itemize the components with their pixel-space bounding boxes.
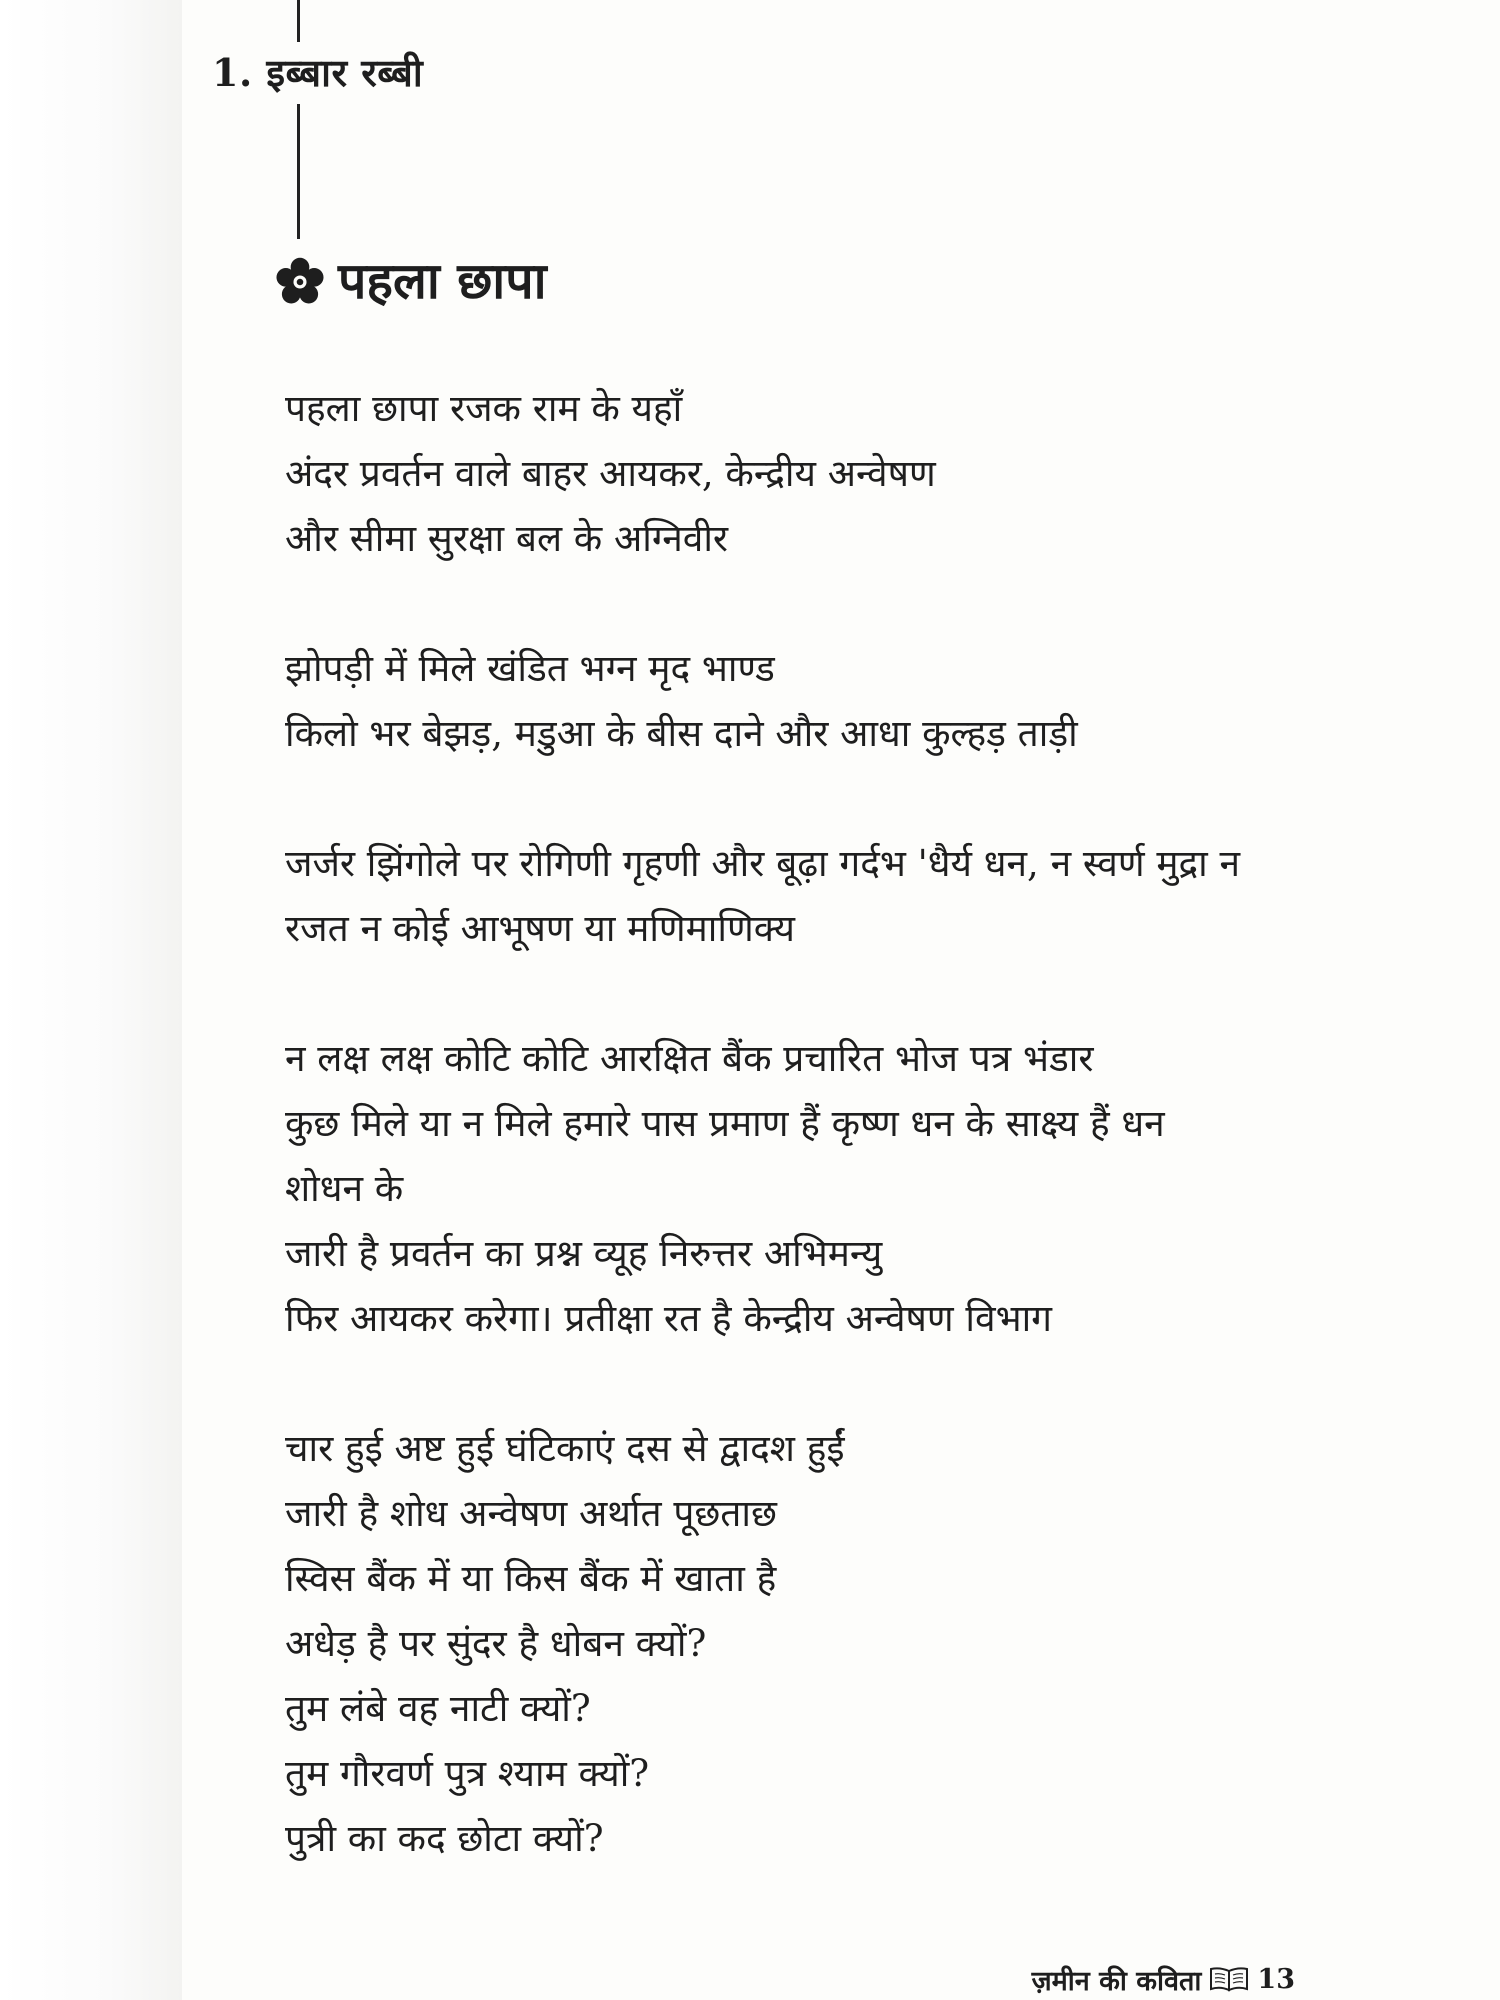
vertical-rule-top — [297, 0, 300, 42]
poem-line: फिर आयकर करेगा। प्रतीक्षा रत है केन्द्रीय अन्वेषण विभाग — [285, 1297, 1053, 1340]
stanza — [285, 1026, 1315, 1351]
poem-line: तुम गौरवर्ण पुत्र श्याम क्यों? — [285, 1752, 650, 1795]
page-number: 13 — [1257, 1963, 1295, 1995]
page-gutter — [0, 0, 182, 2000]
poem-line: तुम लंबे वह नाटी क्यों? — [285, 1687, 591, 1730]
poem-line: पहला छापा रजक राम के यहाँ — [285, 387, 683, 430]
poem-line: चार हुई अष्ट हुई घंटिकाएं दस से द्वादश हुईं — [285, 1427, 845, 1470]
poem-line: अंदर प्रवर्तन वाले बाहर आयकर, केन्द्रीय अन्वेषण — [285, 452, 936, 495]
poem-title: पहला छापा — [338, 251, 547, 310]
stanza — [285, 831, 1315, 961]
stanza — [285, 1416, 1315, 1871]
poem-line: अधेड़ है पर सुंदर है धोबन क्यों? — [285, 1622, 707, 1665]
poem-line: जर्जर झिंगोले पर रोगिणी गृहणी और बूढ़ा गर्दभ 'धैर्य धन, न स्वर्ण मुद्रा न — [285, 842, 1241, 885]
stanza — [285, 636, 1315, 766]
poem-line: कुछ मिले या न मिले हमारे पास प्रमाण हैं कृष्ण धन के साक्ष्य हैं धन — [285, 1102, 1165, 1145]
poem-body — [285, 376, 1315, 1871]
open-book-icon — [1209, 1966, 1249, 1992]
book-title: ज़मीन की कविता — [1031, 1965, 1202, 1997]
poem-line: शोधन के — [285, 1167, 404, 1210]
poem-line: जारी है शोध अन्वेषण अर्थात पूछताछ — [285, 1492, 777, 1535]
poem-line: और सीमा सुरक्षा बल के अग्निवीर — [285, 517, 729, 560]
poem-line: रजत न कोई आभूषण या मणिमाणिक्य — [285, 907, 795, 950]
vertical-rule-middle — [297, 104, 300, 239]
poem-line: पुत्री का कद छोटा क्यों? — [285, 1817, 604, 1860]
poem-line: किलो भर बेझड़, मडुआ के बीस दाने और आधा कुल्हड़ ताड़ी — [285, 712, 1078, 755]
poem-line: न लक्ष लक्ष कोटि कोटि आरक्षित बैंक प्रचारित भोज पत्र भंडार — [285, 1037, 1094, 1080]
poem-line: स्विस बैंक में या किस बैंक में खाता है — [285, 1557, 777, 1600]
page-footer — [1031, 1963, 1295, 1997]
poem-line: जारी है प्रवर्तन का प्रश्न व्यूह निरुत्तर अभिमन्यु — [285, 1232, 883, 1275]
stanza — [285, 376, 1315, 571]
flower-ornament-icon — [272, 254, 328, 310]
poem-line: झोपड़ी में मिले खंडित भग्न मृद भाण्ड — [285, 647, 775, 690]
author-heading: 1. इब्बार रब्बी — [212, 50, 424, 95]
